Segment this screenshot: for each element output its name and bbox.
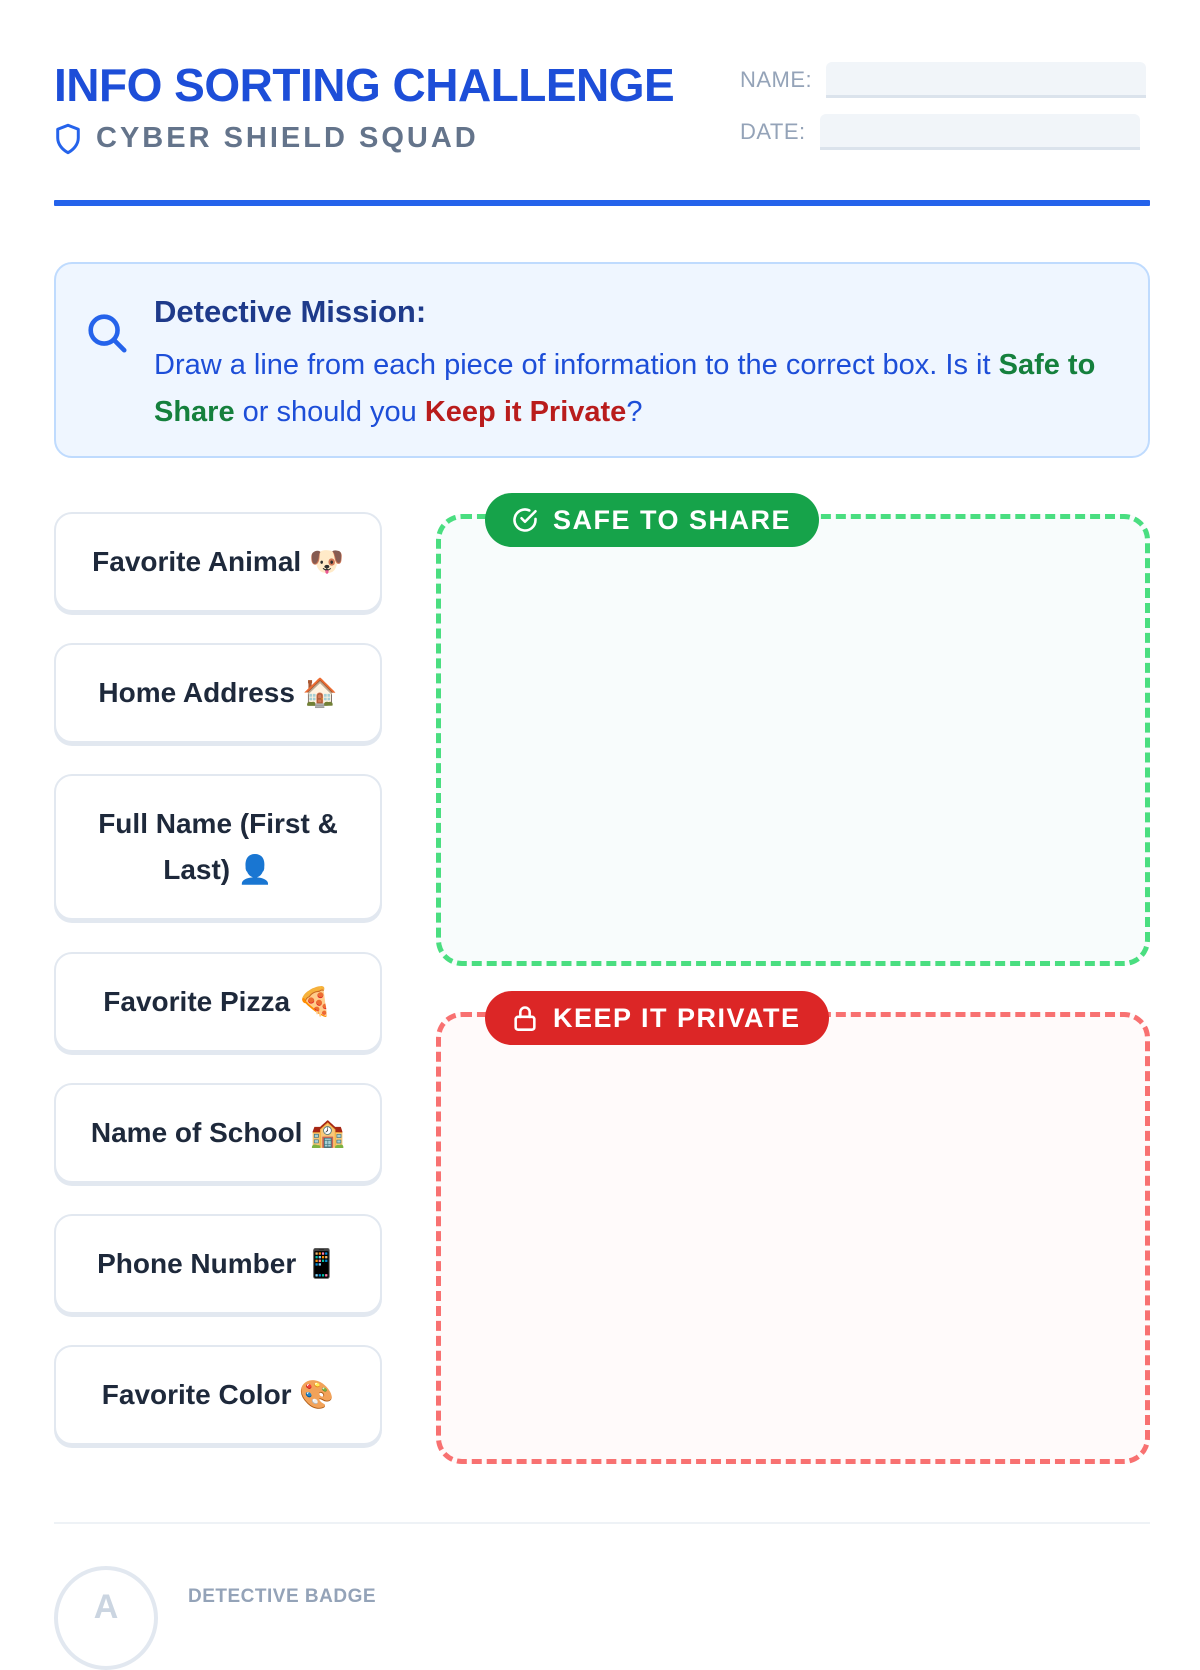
date-field[interactable] [820,114,1140,150]
mission-box [54,262,1150,458]
keep-it-private-tag [485,991,829,1045]
card-text [103,979,332,1025]
card-text [102,1372,334,1418]
dog-icon: 🐶 [308,545,344,578]
name-label: NAME: [740,67,813,92]
safe-to-share-box[interactable] [436,504,1150,966]
magnifier-icon [84,310,130,356]
card-label: Favorite Animal [92,546,302,577]
info-card-favorite-animal[interactable] [54,512,382,612]
pizza-icon: 🍕 [297,985,333,1018]
safe-to-share-tag [485,493,819,547]
info-card-name-of-school[interactable] [54,1083,382,1183]
school-icon: 🏫 [310,1116,346,1149]
shield-icon [54,123,82,155]
palette-icon: 🎨 [299,1378,335,1411]
mission-text-end: ? [626,396,643,428]
phone-icon: 📱 [304,1247,339,1280]
card-text [97,1241,339,1287]
mission-text-start: Draw a line from each piece of information to the correct box. Is it [154,349,999,381]
detective-badge-label: DETECTIVE BADGE [188,1586,377,1607]
card-text [74,801,362,893]
info-card-favorite-color[interactable] [54,1345,382,1445]
footer-divider [54,1522,1150,1524]
info-card-home-address[interactable] [54,643,382,743]
info-card-phone-number[interactable] [54,1214,382,1314]
info-card-favorite-pizza[interactable] [54,952,382,1052]
card-label: Full Name (First & Last) [98,808,338,885]
private-phrase: Keep it Private [424,396,627,428]
safe-phrase: Safe to Share [154,349,1096,428]
card-text [92,539,344,585]
detective-badge-circle [54,1566,158,1670]
keep-it-private-label: KEEP IT PRIVATE [553,1002,801,1033]
header-divider [54,200,1150,206]
subtitle: CYBER SHIELD SQUAD [96,122,479,154]
mission-text-middle: or should you [234,396,425,428]
person-icon: 👤 [237,853,273,886]
mission-instructions [154,342,1114,436]
date-label: DATE: [740,119,806,144]
card-text [91,1110,345,1156]
card-text [98,670,337,716]
card-label: Name of School [90,1117,303,1148]
name-field-row [740,62,1146,98]
info-card-full-name[interactable] [54,774,382,920]
worksheet-header [54,54,1150,204]
safe-to-share-label: SAFE TO SHARE [553,504,792,535]
card-label: Favorite Color [101,1379,292,1410]
mission-title: Detective Mission: [154,294,427,329]
card-label: Favorite Pizza [103,986,291,1017]
lock-icon [511,1004,539,1032]
house-icon: 🏠 [302,676,338,709]
keep-it-private-box[interactable] [436,1002,1150,1464]
name-field[interactable] [826,62,1146,98]
badge-letter: A [93,1588,119,1626]
card-label: Home Address [98,677,295,708]
card-label: Phone Number [97,1248,297,1279]
date-field-row [740,114,1140,150]
page-title: INFO SORTING CHALLENGE [54,59,675,111]
subtitle-row [54,122,479,155]
check-circle-icon [511,506,539,534]
